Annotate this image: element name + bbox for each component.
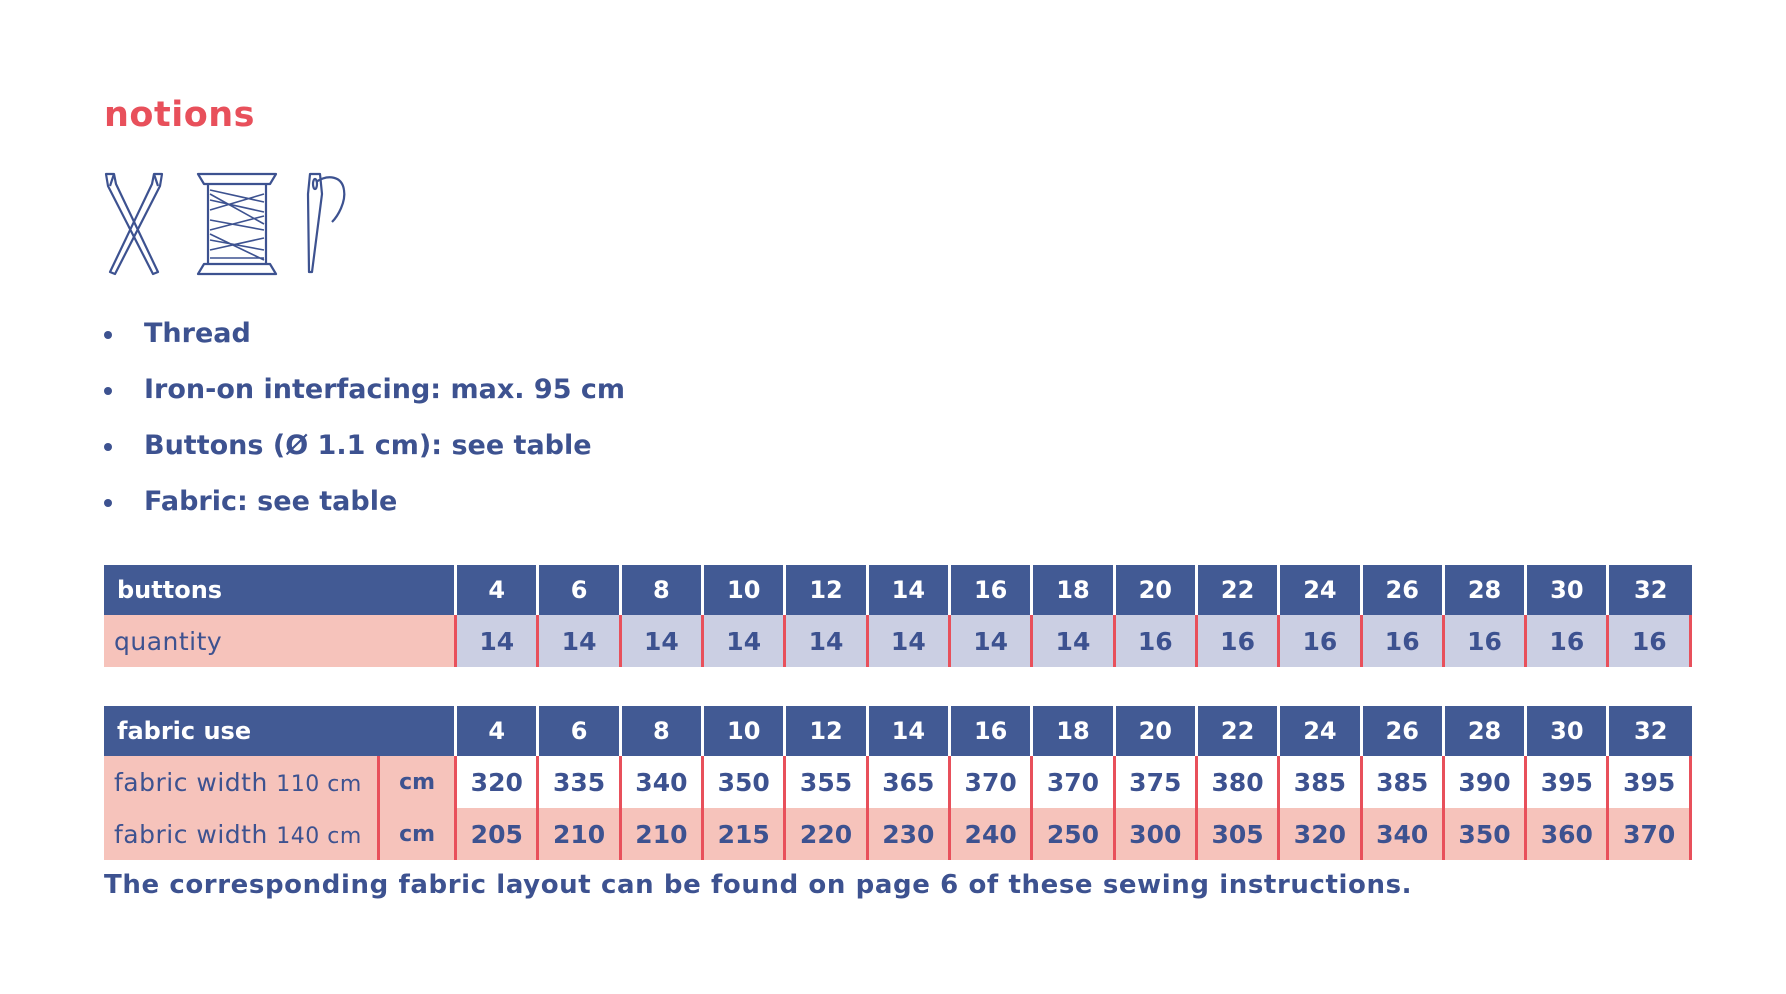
fabric-cell: 370 <box>1609 808 1692 860</box>
size-header: 30 <box>1527 565 1609 615</box>
table-header-label: fabric use <box>104 706 457 756</box>
footnote: The corresponding fabric layout can be found on page 6 of these sewing instructions. <box>104 870 1413 900</box>
list-item: Fabric: see table <box>100 485 625 541</box>
size-header: 6 <box>539 565 621 615</box>
fabric-cell: 215 <box>704 808 786 860</box>
size-header: 6 <box>539 706 621 756</box>
fabric-cell: 210 <box>622 808 704 860</box>
list-item: Thread <box>100 317 625 373</box>
quantity-cell: 14 <box>786 615 868 667</box>
fabric-cell: 355 <box>786 756 868 808</box>
size-header: 14 <box>869 706 951 756</box>
fabric-cell: 360 <box>1527 808 1609 860</box>
fabric-table-header <box>104 706 1692 756</box>
fabric-cell: 305 <box>1198 808 1280 860</box>
quantity-cell: 14 <box>704 615 786 667</box>
size-header: 24 <box>1280 565 1362 615</box>
size-header: 18 <box>1033 565 1115 615</box>
scissors-icon <box>100 172 168 276</box>
notions-list <box>100 317 625 541</box>
fabric-cell: 350 <box>1445 808 1527 860</box>
quantity-cell: 14 <box>539 615 621 667</box>
size-header: 20 <box>1116 706 1198 756</box>
fabric-cell: 300 <box>1116 808 1198 860</box>
fabric-cell: 350 <box>704 756 786 808</box>
size-header: 26 <box>1363 565 1445 615</box>
quantity-cell: 16 <box>1280 615 1362 667</box>
quantity-cell: 14 <box>951 615 1033 667</box>
thread-spool-icon <box>196 172 278 276</box>
needle-icon <box>296 172 352 276</box>
fabric-cell: 385 <box>1280 756 1362 808</box>
size-header: 14 <box>869 565 951 615</box>
section-title: notions <box>104 95 255 135</box>
quantity-cell: 16 <box>1609 615 1692 667</box>
fabric-cell: 250 <box>1033 808 1115 860</box>
size-header: 4 <box>457 706 539 756</box>
size-header: 10 <box>704 565 786 615</box>
fabric-cell: 240 <box>951 808 1033 860</box>
size-header: 12 <box>786 565 868 615</box>
quantity-cell: 16 <box>1363 615 1445 667</box>
size-header: 32 <box>1609 706 1692 756</box>
fabric-cell: 390 <box>1445 756 1527 808</box>
fabric-cell: 375 <box>1116 756 1198 808</box>
quantity-cell: 16 <box>1116 615 1198 667</box>
fabric-cell: 340 <box>622 756 704 808</box>
fabric-cell: 210 <box>539 808 621 860</box>
quantity-cell: 16 <box>1198 615 1280 667</box>
fabric-cell: 340 <box>1363 808 1445 860</box>
table-row <box>104 808 1692 860</box>
unit-cell: cm <box>380 808 457 860</box>
fabric-cell: 320 <box>457 756 539 808</box>
row-label-main: fabric width <box>114 767 277 797</box>
fabric-cell: 395 <box>1609 756 1692 808</box>
size-header: 8 <box>622 565 704 615</box>
list-item: Buttons (Ø 1.1 cm): see table <box>100 429 625 485</box>
fabric-cell: 395 <box>1527 756 1609 808</box>
size-header: 22 <box>1198 706 1280 756</box>
row-label <box>104 808 380 860</box>
size-header: 26 <box>1363 706 1445 756</box>
unit-cell: cm <box>380 756 457 808</box>
quantity-cell: 16 <box>1445 615 1527 667</box>
fabric-cell: 370 <box>951 756 1033 808</box>
size-header: 28 <box>1445 565 1527 615</box>
fabric-cell: 205 <box>457 808 539 860</box>
size-header: 32 <box>1609 565 1692 615</box>
size-header: 12 <box>786 706 868 756</box>
fabric-cell: 365 <box>869 756 951 808</box>
row-label-width: 110 cm <box>276 771 362 797</box>
size-header: 28 <box>1445 706 1527 756</box>
quantity-cell: 14 <box>457 615 539 667</box>
size-header: 22 <box>1198 565 1280 615</box>
fabric-cell: 230 <box>869 808 951 860</box>
fabric-cell: 320 <box>1280 808 1362 860</box>
quantity-cell: 14 <box>622 615 704 667</box>
notions-icons <box>100 172 360 282</box>
fabric-cell: 385 <box>1363 756 1445 808</box>
row-label <box>104 756 380 808</box>
size-header: 16 <box>951 565 1033 615</box>
size-header: 16 <box>951 706 1033 756</box>
size-header: 24 <box>1280 706 1362 756</box>
size-header: 30 <box>1527 706 1609 756</box>
fabric-cell: 370 <box>1033 756 1115 808</box>
row-label-width: 140 cm <box>276 823 362 849</box>
row-label-main: fabric width <box>114 819 277 849</box>
buttons-table <box>104 565 1692 667</box>
fabric-cell: 335 <box>539 756 621 808</box>
table-row <box>104 615 1692 667</box>
table-row <box>104 756 1692 808</box>
table-header-label: buttons <box>104 565 457 615</box>
size-header: 8 <box>622 706 704 756</box>
size-header: 20 <box>1116 565 1198 615</box>
fabric-cell: 380 <box>1198 756 1280 808</box>
size-header: 18 <box>1033 706 1115 756</box>
size-header: 10 <box>704 706 786 756</box>
fabric-use-table <box>104 706 1692 860</box>
quantity-cell: 14 <box>1033 615 1115 667</box>
row-label: quantity <box>104 615 457 667</box>
list-item: Iron-on interfacing: max. 95 cm <box>100 373 625 429</box>
fabric-cell: 220 <box>786 808 868 860</box>
quantity-cell: 14 <box>869 615 951 667</box>
quantity-cell: 16 <box>1527 615 1609 667</box>
buttons-table-header <box>104 565 1692 615</box>
size-header: 4 <box>457 565 539 615</box>
